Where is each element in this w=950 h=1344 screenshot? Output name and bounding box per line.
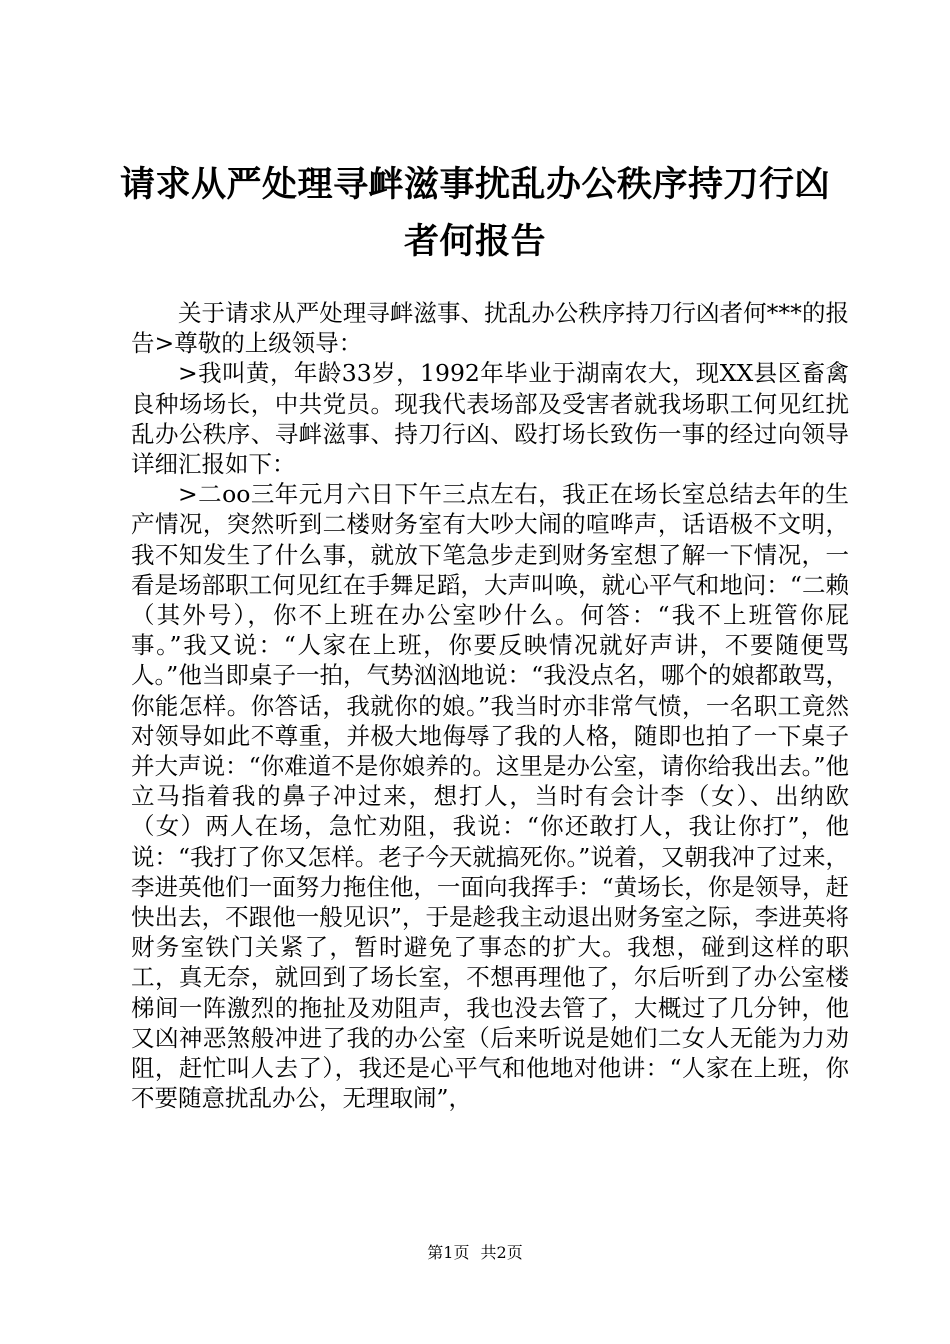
page-footer xyxy=(0,1243,950,1263)
paragraph-incident-account: >二oo三年元月六日下午三点左右，我正在场长室总结去年的生产情况，突然听到二楼财务室有大吵大闹的喧哗声，话语极不文明，我不知发生了什么事，就放下笔急步走到财务室想了解一下情况，一看是场部职工何见红在手舞足蹈，大声叫唤，就心平气和地问：“二赖（其外号），你不上班在办公室吵什么。何答：“我不上班管你屁事。”我又说：“人家在上班，你要反映情况就好声讲，不要随便骂人。”他当即桌子一拍，气势汹汹地说：“我没点名，哪个的娘都敢骂，你能怎样。你答话，我就你的娘。”我当时亦非常气愤，一名职工竟然对领导如此不尊重，并极大地侮辱了我的人格，随即也拍了一下桌子并大声说：“你难道不是你娘养的。这里是办公室，请你给我出去。”他立马指着我的鼻子冲过来，想打人，当时有会计李（女）、出纳欧（女）两人在场，急忙劝阻，我说：“你还敢打人，我让你打”，他说：“我打了你又怎样。老子今天就搞死你。”说着，又朝我冲了过来，李进英他们一面努力拖住他，一面向我挥手：“黄场长，你是领导，赶快出去，不跟他一般见识”，于是趁我主动退出财务室之际，李进英将财务室铁门关紧了，暂时避免了事态的扩大。我想，碰到这样的职工，真无奈，就回到了场长室，不想再理他了，尔后听到了办公室楼梯间一阵激烈的拖扯及劝阻声，我也没去管了，大概过了几分钟，他又凶神恶煞般冲进了我的办公室（后来听说是她们二女人无能为力劝阻，赶忙叫人去了），我还是心平气和他地对他讲：“人家在上班，你不要随意扰乱办公，无理取闹”， xyxy=(131,480,849,1113)
paragraph-intro: 关于请求从严处理寻衅滋事、扰乱办公秩序持刀行凶者何***的报告>尊敬的上级领导： xyxy=(131,299,849,358)
paragraph-self-introduction: >我叫黄，年龄33岁，1992年毕业于湖南农大，现XX县区畜禽良种场场长，中共党员。现我代表场部及受害者就我场职工何见红扰乱办公秩序、寻衅滋事、持刀行凶、殴打场长致伤一事的经过向领导详细汇报如下： xyxy=(131,359,849,479)
document-title-line-1: 请求从严处理寻衅滋事扰乱办公秩序持刀行凶 xyxy=(120,165,831,205)
document-body xyxy=(131,298,849,1113)
page-number: 第1页 xyxy=(427,1243,470,1262)
document-title-line-2: 者何报告 xyxy=(403,222,546,262)
page-total: 共2页 xyxy=(480,1243,523,1262)
